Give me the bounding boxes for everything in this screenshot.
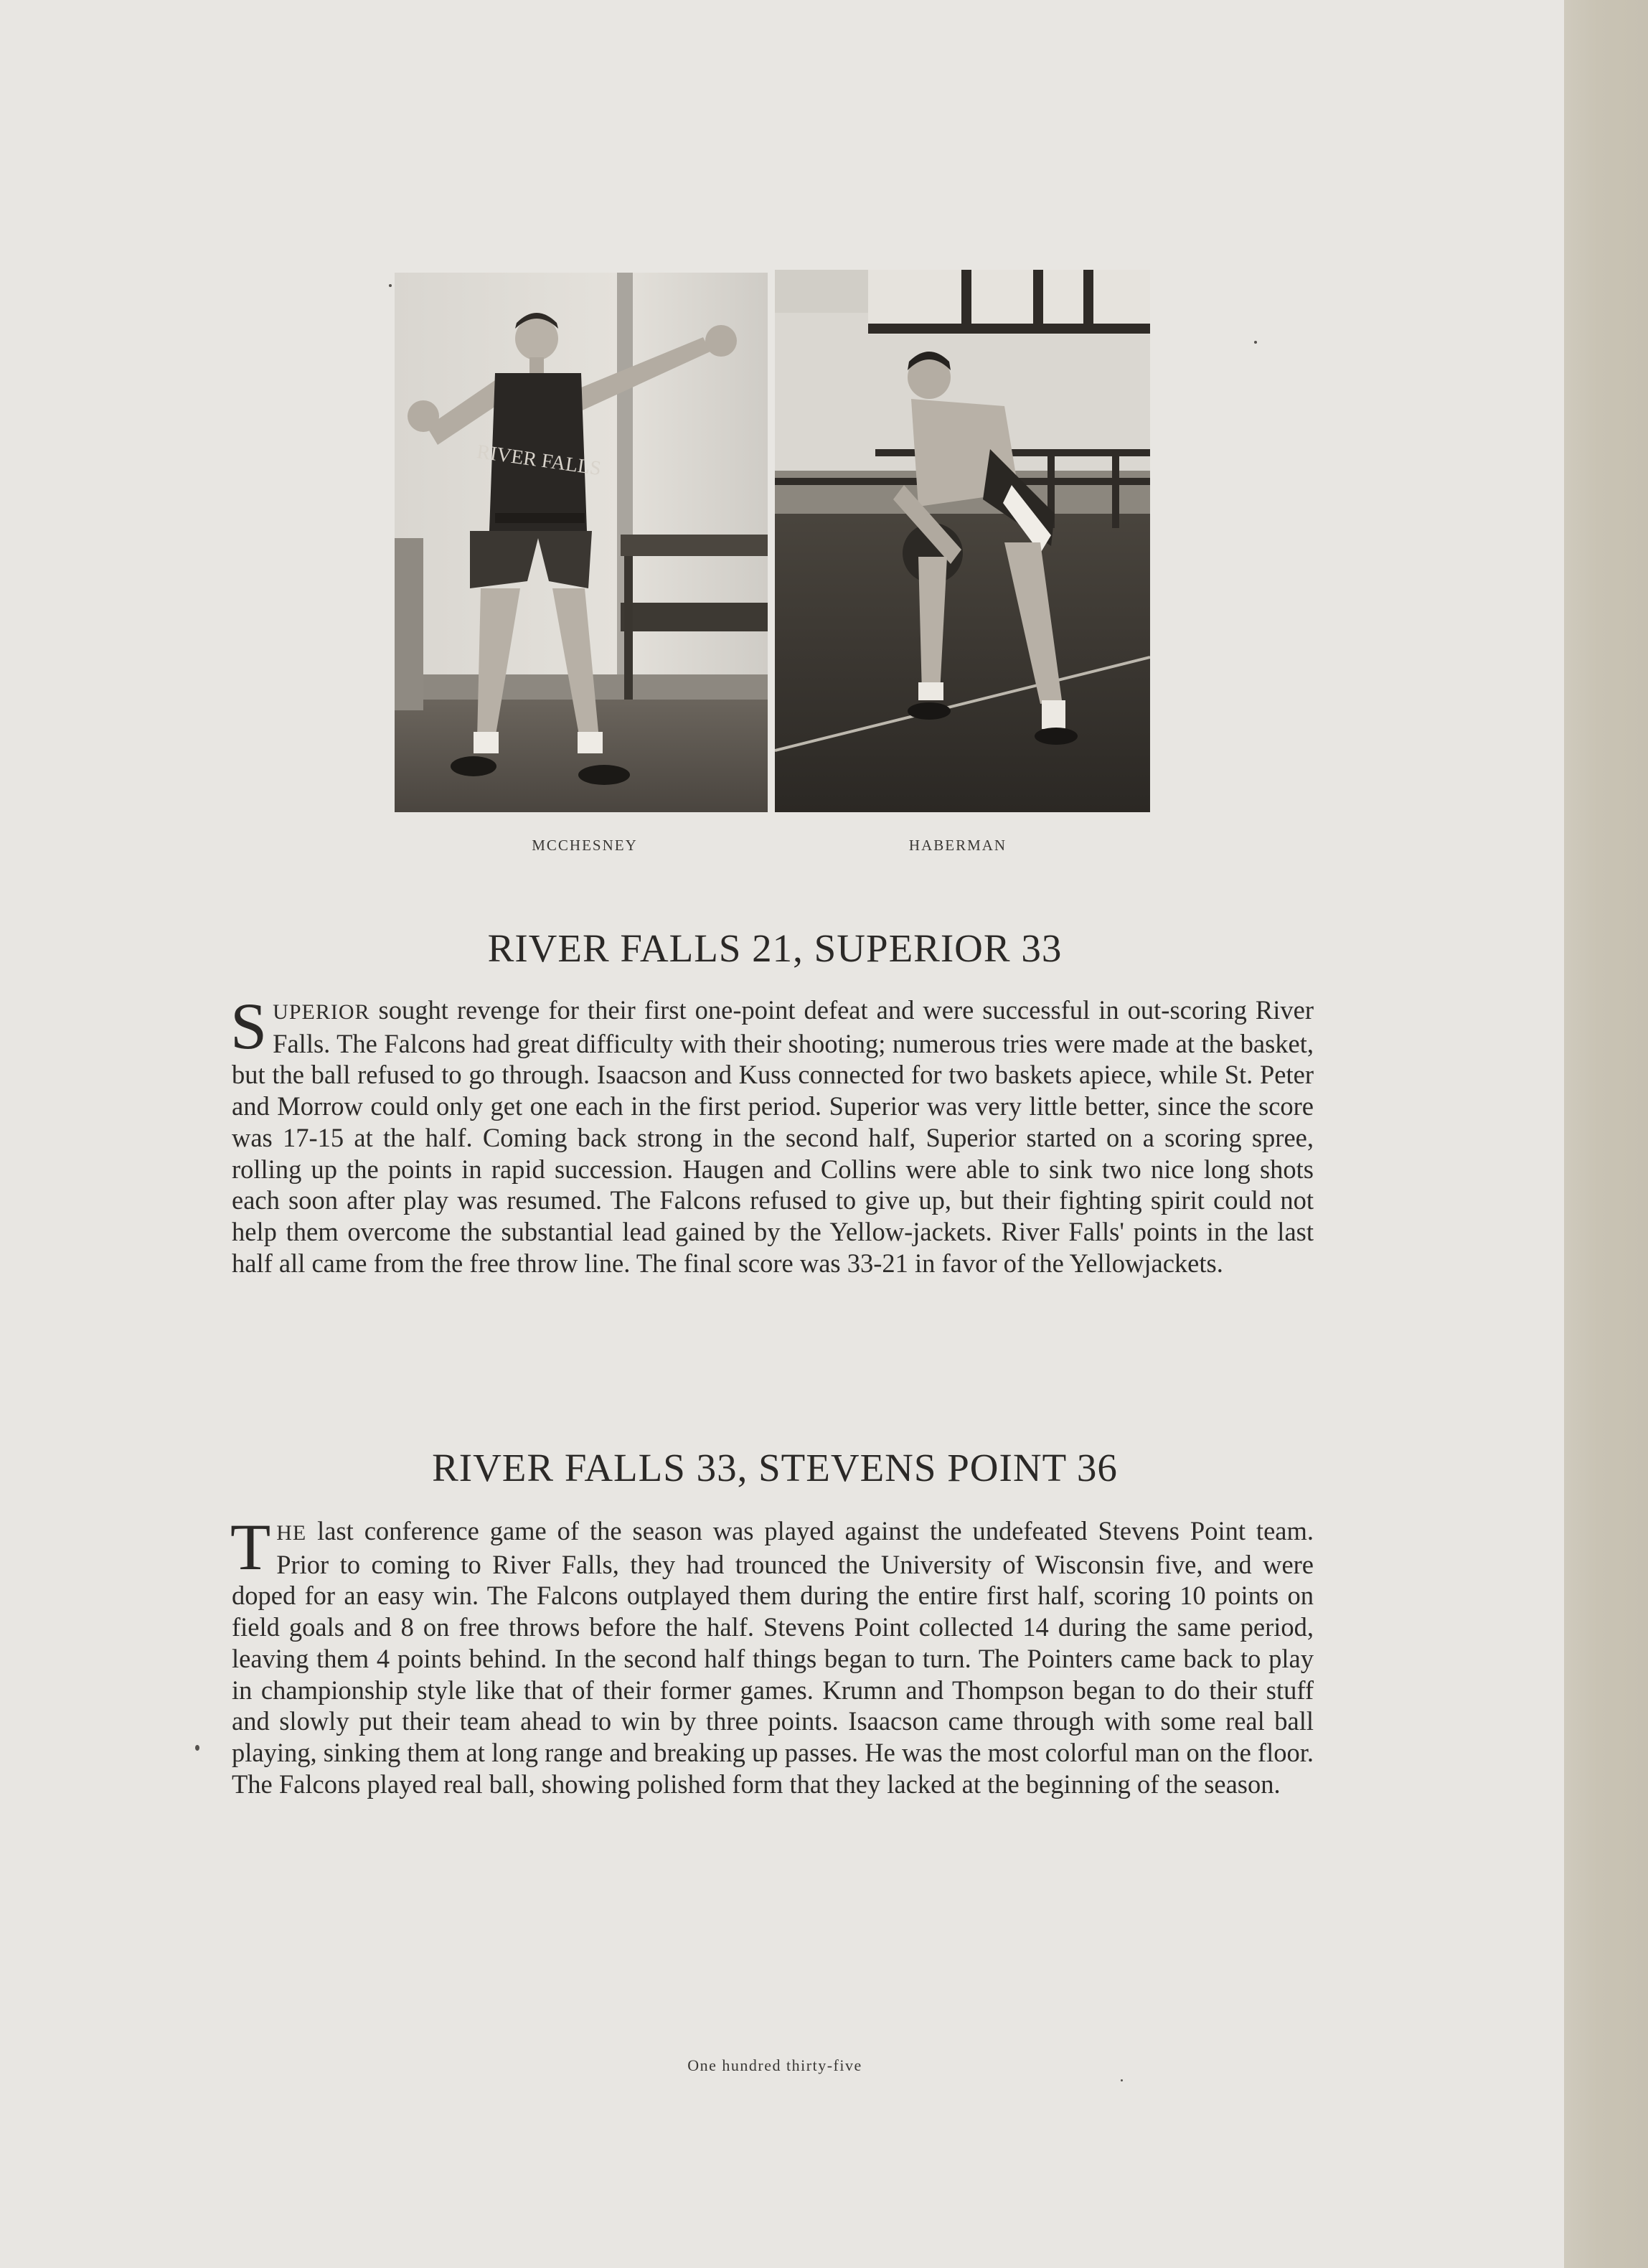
drop-cap: T xyxy=(230,1510,271,1584)
game-report-superior xyxy=(230,989,1314,1279)
article-body: last conference game of the season was played against the undefeated Stevens Point team. Prior to coming to River Falls, they had trounced the University of Wisconsin five, and were doped for an easy win. The Falcons outplayed them during the entire first half, scoring 10 points on field goals and 8 on free throws before the half. Stevens Point collected 14 during the same period, leaving them 4 points behind. In the second half things began to turn. The Pointers came back to play in championship style like that of their former games. Krumn and Thompson began to do their stuff and slowly put their team ahead to win by three points. Isaacson came through with some real ball playing, sinking them at long range and breaking up passes. He was the most colorful man on the floor. The Falcons played real ball, showing polished form that they lacked at the beginning of the season. xyxy=(232,1516,1314,1799)
photo-caption-left: MCCHESNEY xyxy=(532,837,638,854)
page-edge xyxy=(1564,0,1648,2268)
game-heading-stevens-point: RIVER FALLS 33, STEVENS POINT 36 xyxy=(432,1446,1118,1490)
photo-haberman xyxy=(775,270,1150,812)
paper-speck xyxy=(1254,341,1257,344)
drop-cap: S xyxy=(230,989,268,1063)
lead-word: HE xyxy=(276,1521,307,1545)
photo-mcchesney xyxy=(395,273,768,812)
paper-speck xyxy=(1121,2079,1123,2081)
jersey-lettering: RIVER FALLS xyxy=(475,441,603,481)
page-number: One hundred thirty-five xyxy=(687,2056,862,2074)
photo-caption-right: HABERMAN xyxy=(908,837,1007,854)
paper-speck xyxy=(195,1745,199,1751)
article-body: sought revenge for their first one-point defeat and were successful in out-scoring River Falls. The Falcons had great difficulty with their shooting; numerous tries were made at the basket, but the ball refused to go through. Isaacson and Kuss connected for two baskets apiece, while St. Peter and Morrow could only get one each in the first period. Superior was very little better, since the score was 17-15 at the half. Coming back strong in the second half, Superior started on a scoring spree, rolling up the points in rapid succession. Haugen and Collins were able to sink two nice long shots each soon after play was resumed. The Falcons refused to give up, but their fighting spirit could not help them overcome the substantial lead gained by the Yellow-jackets. River Falls' points in the last half all came from the free throw line. The final score was 33-21 in favor of the Yellowjackets. xyxy=(232,995,1314,1278)
paper-speck xyxy=(389,284,392,287)
game-report-stevens-point xyxy=(230,1510,1314,1799)
game-heading-superior: RIVER FALLS 21, SUPERIOR 33 xyxy=(487,926,1063,970)
lead-word: UPERIOR xyxy=(273,1000,370,1024)
